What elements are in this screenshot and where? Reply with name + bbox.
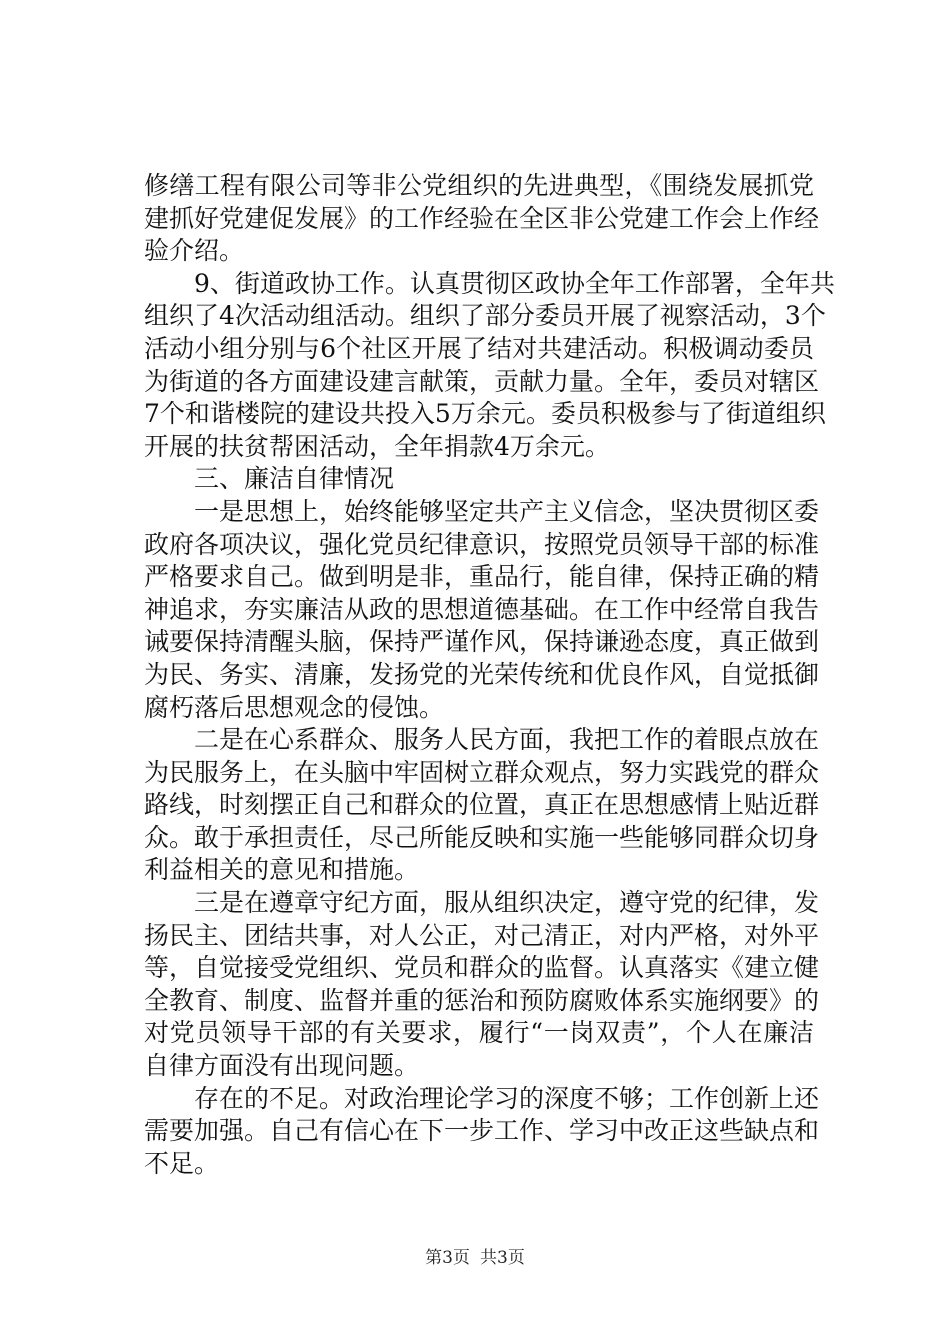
text-line: 三、廉洁自律情况 — [194, 464, 395, 494]
text-line: 存在的不足。对政治理论学习的深度不够；工作创新上还 — [194, 1083, 820, 1113]
text-line: 三是在遵章守纪方面，服从组织决定，遵守党的纪律，发 — [194, 888, 820, 918]
text-line: 一是思想上，始终能够坚定共产主义信念，坚决贯彻区委 — [194, 496, 820, 526]
text-line: 修缮工程有限公司等非公党组织的先进典型，《围绕发展抓党 — [144, 171, 814, 200]
text-line: 神追求，夯实廉洁从政的思想道德基础。在工作中经常自我告 — [144, 594, 820, 624]
text-line: 扬民主、团结共事，对人公正，对己清正，对内严格，对外平 — [144, 920, 820, 950]
text-line: 组织了4次活动组活动。组织了部分委员开展了视察活动，3个 — [144, 301, 826, 331]
text-line: 利益相关的意见和措施。 — [144, 855, 420, 885]
text-line: 需要加强。自己有信心在下一步工作、学习中改正这些缺点和 — [144, 1116, 820, 1146]
text-line: 不足。 — [144, 1148, 220, 1178]
document-body — [144, 170, 835, 1180]
text-line: 政府各项决议，强化党员纪律意识，按照党员领导干部的标准 — [144, 529, 820, 559]
page-number: 第3页 — [425, 1248, 470, 1268]
text-line: 诫要保持清醒头脑，保持严谨作风，保持谦逊态度，真正做到 — [144, 627, 820, 657]
text-line: 全教育、制度、监督并重的惩治和预防腐败体系实施纲要》的 — [144, 985, 820, 1015]
text-line: 9、街道政协工作。认真贯彻区政协全年工作部署，全年共 — [194, 268, 835, 298]
text-line: 7个和谐楼院的建设共投入5万余元。委员积极参与了街道组织 — [144, 399, 826, 429]
text-line: 腐朽落后思想观念的侵蚀。 — [144, 692, 445, 722]
text-line: 验介绍。 — [144, 236, 245, 266]
text-line: 为民服务上，在头脑中牢固树立群众观点，努力实践党的群众 — [144, 757, 820, 787]
text-line: 严格要求自己。做到明是非，重品行，能自律，保持正确的精 — [144, 562, 820, 592]
page-footer — [0, 1247, 950, 1269]
text-line: 为民、务实、清廉，发扬党的光荣传统和优良作风，自觉抵御 — [144, 659, 820, 689]
text-line: 开展的扶贫帮困活动，全年捐款4万余元。 — [144, 431, 610, 461]
text-line: 自律方面没有出现问题。 — [144, 1051, 420, 1081]
text-line: 建抓好党建促发展》的工作经验在全区非公党建工作会上作经 — [144, 203, 820, 233]
text-line: 路线，时刻摆正自己和群众的位置，真正在思想感情上贴近群 — [144, 790, 820, 820]
text-line: 二是在心系群众、服务人民方面，我把工作的着眼点放在 — [194, 725, 820, 755]
text-line: 对党员领导干部的有关要求，履行“一岗双责”，个人在廉洁 — [144, 1018, 814, 1048]
text-line: 为街道的各方面建设建言献策，贡献力量。全年，委员对辖区 — [144, 366, 820, 396]
text-line: 众。敢于承担责任，尽己所能反映和实施一些能够同群众切身 — [144, 822, 820, 852]
page-total: 共3页 — [480, 1248, 525, 1268]
text-line: 活动小组分别与6个社区开展了结对共建活动。积极调动委员 — [144, 333, 814, 363]
text-line: 等，自觉接受党组织、党员和群众的监督。认真落实《建立健 — [144, 953, 820, 983]
